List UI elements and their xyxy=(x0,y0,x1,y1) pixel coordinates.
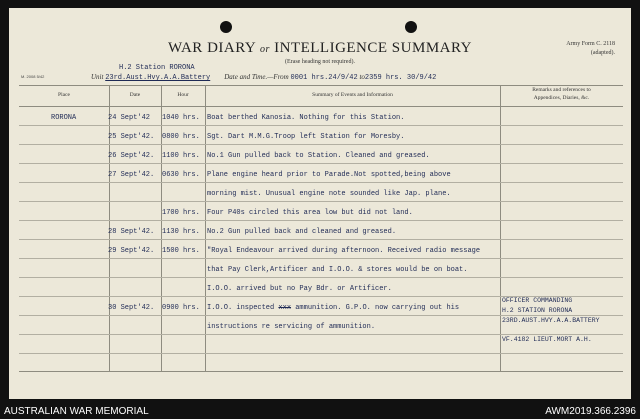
entry-date: 25 Sept'42. xyxy=(108,133,155,141)
station-name: H.2 Station RORONA xyxy=(119,64,195,72)
remarks-station: H.2 STATION RORONA xyxy=(502,307,573,314)
entry-summary: No.1 Gun pulled back to Station. Cleaned and greased. xyxy=(207,152,430,160)
entry-hour: 0800 hrs. xyxy=(162,133,200,141)
diary-title: WAR DIARY or INTELLIGENCE SUMMARY xyxy=(167,40,473,56)
signature-block: VF.4182 LIEUT.MORT A.H. xyxy=(502,336,592,343)
entry-hour: 0630 hrs. xyxy=(162,171,200,179)
punch-hole xyxy=(405,21,417,33)
entry-summary: I.O.O. inspected xxx ammunition. G.P.O. now carrying out his xyxy=(207,304,460,312)
entry-summary: Plane engine heard prior to Parade.Not spotted,being above xyxy=(207,171,451,179)
rule-line xyxy=(19,277,623,278)
rule-line xyxy=(19,220,623,221)
entry-summary: Sgt. Dart M.M.G.Troop left Station for Moresby. xyxy=(207,133,405,141)
rule-line xyxy=(19,258,623,259)
print-code: M. 2008 5/42 xyxy=(21,74,45,79)
entry-date: 24 Sept'42 xyxy=(108,114,151,122)
rule-line xyxy=(19,163,623,164)
entry-summary: Four P40s circled this area low but did not land. xyxy=(207,209,413,217)
entry-hour: 0900 hrs. xyxy=(162,304,200,312)
entry-hour: 1100 hrs. xyxy=(162,152,200,160)
rule-line xyxy=(19,125,623,126)
entry-summary: No.2 Gun pulled back and cleaned and greased. xyxy=(207,228,397,236)
column-divider xyxy=(205,85,206,372)
date-from: 0001 hrs.24/9/42 xyxy=(290,74,358,82)
date-to: 2359 hrs. 30/9/42 xyxy=(364,74,437,82)
header-place: Place xyxy=(58,92,70,98)
entry-hour: 1500 hrs. xyxy=(162,247,200,255)
rule-line xyxy=(19,334,623,335)
entry-hour: 1040 hrs. xyxy=(162,114,200,122)
struck-out-text: xxx xyxy=(278,304,292,312)
rule-line xyxy=(19,353,623,354)
entry-summary: morning mist. Unusual engine note sounded like Jap. plane. xyxy=(207,190,451,198)
entry-date: 26 Sept'42. xyxy=(108,152,155,160)
rule-line xyxy=(19,201,623,202)
header-remarks: Remarks and references to Appendices, Diaries, &c. xyxy=(532,87,591,101)
entry-hour: 1130 hrs. xyxy=(162,228,200,236)
entry-summary: "Royal Endeavour arrived during afternoon. Received radio message xyxy=(207,247,481,255)
entry-date: 27 Sept'42. xyxy=(108,171,155,179)
header-summary: Summary of Events and Information xyxy=(312,92,393,98)
rule-line xyxy=(19,182,623,183)
diary-page xyxy=(9,8,631,399)
entry-date: 28 Sept'42. xyxy=(108,228,155,236)
entry-place: RORONA xyxy=(51,114,77,122)
rule-line xyxy=(19,315,623,316)
diary-subtitle: (Erase heading not required). xyxy=(285,59,355,65)
form-reference: Army Form C. 2118 (adapted). xyxy=(566,41,615,56)
footer-accession: AWM2019.366.2396 xyxy=(545,406,636,417)
unit-line: Unit 23rd.Aust.Hvy.A.A.Battery Date and Time.—From 0001 hrs.24/9/42 to2359 hrs. 30/9/42 xyxy=(91,73,437,82)
punch-hole xyxy=(220,21,232,33)
footer-credit: AUSTRALIAN WAR MEMORIAL xyxy=(4,406,149,417)
remarks-officer: OFFICER COMMANDING xyxy=(502,297,573,304)
header-hour: Hour xyxy=(177,92,189,98)
column-divider xyxy=(500,85,501,372)
entry-summary: I.O.O. arrived but no Pay Bdr. or Artificer. xyxy=(207,285,392,293)
entry-date: 30 Sept'42. xyxy=(108,304,155,312)
header-date: Date xyxy=(129,92,141,98)
entry-date: 29 Sept'42. xyxy=(108,247,155,255)
rule-line xyxy=(19,144,623,145)
entry-summary: that Pay Clerk,Artificer and I.O.O. & stores would be on boat. xyxy=(207,266,468,274)
entry-hour: 1700 hrs. xyxy=(162,209,200,217)
unit-value: 23rd.Aust.Hvy.A.A.Battery xyxy=(105,74,211,82)
entry-summary: instructions re servicing of ammunition. xyxy=(207,323,376,331)
entry-summary: Boat berthed Kanosia. Nothing for this Station. xyxy=(207,114,405,122)
rule-line xyxy=(19,239,623,240)
remarks-unit: 23RD.AUST.HVY.A.A.BATTERY xyxy=(502,317,600,324)
